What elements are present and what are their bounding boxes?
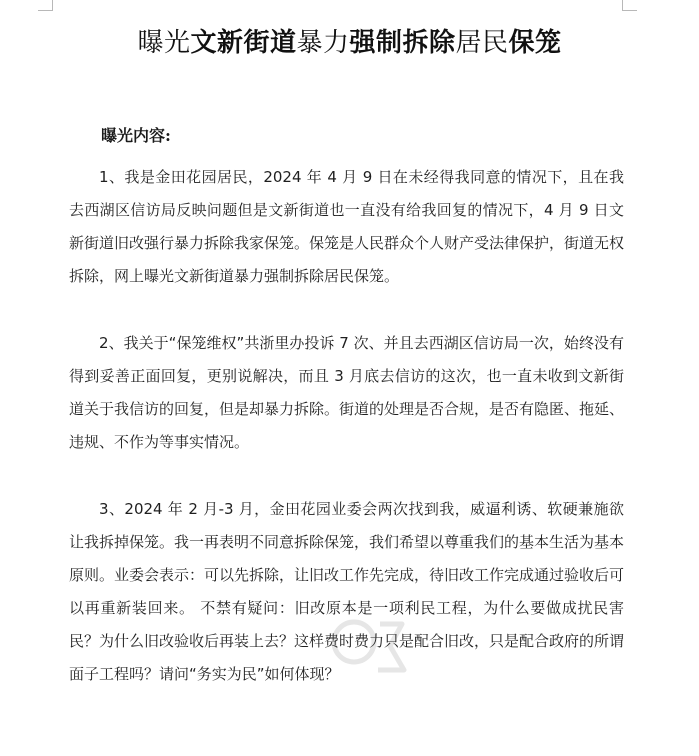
title-part: 居民: [455, 28, 509, 58]
page-corner-mark-right: [622, 0, 637, 11]
title-part: 保笼: [508, 28, 562, 58]
paragraph: 3、2024 年 2 月-3 月，金田花园业委会两次找到我，威逼利诱、软硬兼施欲让我拆掉保笼。我一再表明不同意拆除保笼，我们希望以尊重我们的基本生活为基本原则。业委会表示：可以先拆除，让旧改工作先完成，待旧改工作完成通过验收后可以再重新装回来。 不禁有疑问：旧改原本是一项利民工程，为什么要做成扰民害民？为什么旧改验收后再装上去？这样费时费力只是配合旧改，只是配合政府的所谓面子工程吗？请问“务实为民”如何体现？: [69, 500, 625, 683]
paragraph: 2、我关于“保笼维权”共浙里办投诉 7 次、并且去西湖区信访局一次，始终没有得到妥善正面回复，更别说解决，而且 3 月底去信访的这次，也一直未收到文新街道关于我信访的回复，但是却暴力拆除。街道的处理是否合规，是否有隐匿、拖延、违规、不作为等事实情况。: [69, 334, 625, 451]
page-title: [0, 24, 699, 62]
title-part: 曝光: [137, 28, 191, 58]
title-part: 强制拆除: [349, 28, 456, 58]
title-part: 暴力: [296, 28, 350, 58]
paragraph: 1、我是金田花园居民，2024 年 4 月 9 日在未经得我同意的情况下，且在我去西湖区信访局反映问题但是文新街道也一直没有给我回复的情况下，4 月 9 日文新街道旧改强行暴力拆除我家保笼。保笼是人民群众个人财产受法律保护，街道无权拆除，网上曝光文新街道暴力强制拆除居民保笼。: [69, 168, 625, 285]
title-part: 文新街道: [190, 28, 297, 58]
section-heading: 曝光内容:: [101, 126, 171, 145]
page-corner-mark-left: [38, 0, 53, 11]
